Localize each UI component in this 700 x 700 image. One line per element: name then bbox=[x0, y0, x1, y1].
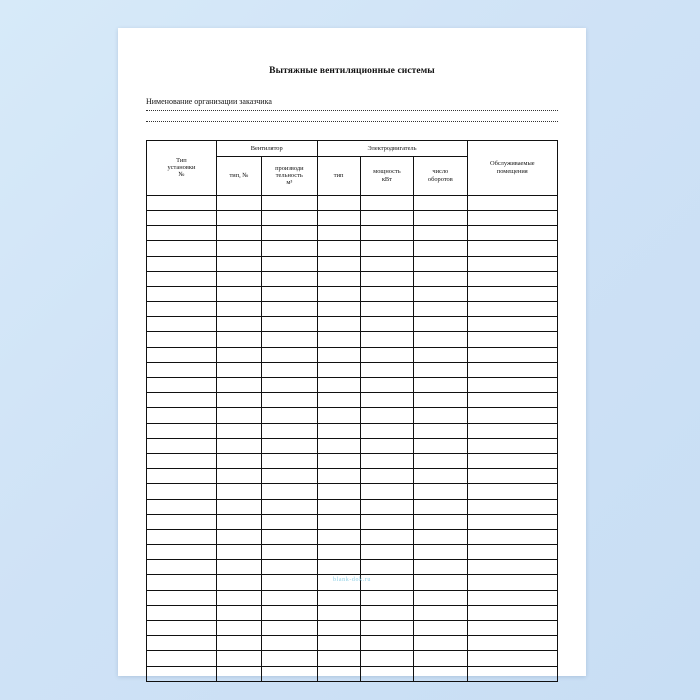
table-cell[interactable] bbox=[147, 499, 217, 514]
table-cell[interactable] bbox=[216, 453, 261, 468]
table-cell[interactable] bbox=[467, 590, 557, 605]
table-row bbox=[147, 378, 558, 393]
table-cell[interactable] bbox=[360, 241, 413, 256]
table-cell[interactable] bbox=[147, 347, 217, 362]
table-row bbox=[147, 195, 558, 210]
table-cell[interactable] bbox=[414, 666, 467, 681]
header-served-rooms: Обслуживаемые помещения bbox=[467, 140, 557, 195]
table-cell[interactable] bbox=[262, 484, 317, 499]
table-cell[interactable] bbox=[216, 378, 261, 393]
vent-systems-table bbox=[146, 140, 558, 682]
table-cell[interactable] bbox=[467, 560, 557, 575]
table-cell[interactable] bbox=[414, 271, 467, 286]
table-cell[interactable] bbox=[262, 453, 317, 468]
table-cell[interactable] bbox=[262, 621, 317, 636]
table-cell[interactable] bbox=[467, 241, 557, 256]
table-cell[interactable] bbox=[467, 226, 557, 241]
table-cell[interactable] bbox=[147, 636, 217, 651]
table-cell[interactable] bbox=[317, 271, 360, 286]
table-cell[interactable] bbox=[262, 666, 317, 681]
table-cell[interactable] bbox=[262, 286, 317, 301]
table-cell[interactable] bbox=[360, 347, 413, 362]
table-cell[interactable] bbox=[147, 210, 217, 225]
table-cell[interactable] bbox=[414, 621, 467, 636]
table-cell[interactable] bbox=[414, 347, 467, 362]
table-cell[interactable] bbox=[216, 621, 261, 636]
table-cell[interactable] bbox=[147, 393, 217, 408]
table-cell[interactable] bbox=[360, 469, 413, 484]
table-cell[interactable] bbox=[147, 666, 217, 681]
header-group-fan: Вентилятор bbox=[216, 140, 317, 156]
table-cell[interactable] bbox=[262, 195, 317, 210]
table-cell[interactable] bbox=[360, 651, 413, 666]
table-cell[interactable] bbox=[414, 651, 467, 666]
table-cell[interactable] bbox=[317, 302, 360, 317]
table-cell[interactable] bbox=[360, 484, 413, 499]
table-cell[interactable] bbox=[360, 499, 413, 514]
table-cell[interactable] bbox=[147, 469, 217, 484]
table-cell[interactable] bbox=[317, 651, 360, 666]
table-cell[interactable] bbox=[317, 621, 360, 636]
table-cell[interactable] bbox=[262, 636, 317, 651]
table-cell[interactable] bbox=[317, 317, 360, 332]
table-cell[interactable] bbox=[147, 484, 217, 499]
table-cell[interactable] bbox=[360, 302, 413, 317]
table-row bbox=[147, 271, 558, 286]
table-cell[interactable] bbox=[360, 438, 413, 453]
table-cell[interactable] bbox=[262, 378, 317, 393]
table-cell[interactable] bbox=[360, 393, 413, 408]
table-cell[interactable] bbox=[147, 408, 217, 423]
table-row bbox=[147, 332, 558, 347]
table-cell[interactable] bbox=[262, 210, 317, 225]
table-cell[interactable] bbox=[414, 575, 467, 590]
table-cell[interactable] bbox=[317, 560, 360, 575]
table-row bbox=[147, 621, 558, 636]
table-cell[interactable] bbox=[414, 636, 467, 651]
table-row bbox=[147, 636, 558, 651]
table-row bbox=[147, 484, 558, 499]
table-cell[interactable] bbox=[147, 545, 217, 560]
table-cell[interactable] bbox=[467, 438, 557, 453]
table-cell[interactable] bbox=[467, 499, 557, 514]
table-container bbox=[118, 122, 586, 682]
table-cell[interactable] bbox=[147, 241, 217, 256]
table-row bbox=[147, 408, 558, 423]
table-cell[interactable] bbox=[216, 651, 261, 666]
table-cell[interactable] bbox=[216, 362, 261, 377]
table-cell[interactable] bbox=[414, 241, 467, 256]
table-row bbox=[147, 545, 558, 560]
table-cell[interactable] bbox=[414, 378, 467, 393]
table-cell[interactable] bbox=[147, 575, 217, 590]
table-cell[interactable] bbox=[360, 605, 413, 620]
table-cell[interactable] bbox=[467, 408, 557, 423]
table-cell[interactable] bbox=[414, 226, 467, 241]
document-page bbox=[118, 28, 586, 676]
table-cell[interactable] bbox=[216, 393, 261, 408]
table-cell[interactable] bbox=[414, 469, 467, 484]
table-row bbox=[147, 347, 558, 362]
table-cell[interactable] bbox=[147, 453, 217, 468]
table-cell[interactable] bbox=[262, 545, 317, 560]
table-cell[interactable] bbox=[360, 590, 413, 605]
table-cell[interactable] bbox=[414, 332, 467, 347]
table-row bbox=[147, 651, 558, 666]
table-cell[interactable] bbox=[216, 545, 261, 560]
table-cell[interactable] bbox=[467, 302, 557, 317]
table-cell[interactable] bbox=[414, 605, 467, 620]
table-row bbox=[147, 210, 558, 225]
table-cell[interactable] bbox=[467, 545, 557, 560]
table-head bbox=[147, 140, 558, 195]
table-cell[interactable] bbox=[262, 575, 317, 590]
table-cell[interactable] bbox=[414, 514, 467, 529]
table-row bbox=[147, 256, 558, 271]
table-cell[interactable] bbox=[317, 408, 360, 423]
table-cell[interactable] bbox=[317, 332, 360, 347]
table-cell[interactable] bbox=[414, 210, 467, 225]
table-cell[interactable] bbox=[360, 560, 413, 575]
table-cell[interactable] bbox=[147, 621, 217, 636]
table-row bbox=[147, 423, 558, 438]
table-cell[interactable] bbox=[467, 195, 557, 210]
table-cell[interactable] bbox=[216, 332, 261, 347]
table-cell[interactable] bbox=[317, 210, 360, 225]
table-cell[interactable] bbox=[360, 195, 413, 210]
header-motor-power: мощность кВт bbox=[360, 156, 413, 195]
table-cell[interactable] bbox=[216, 560, 261, 575]
table-cell[interactable] bbox=[467, 453, 557, 468]
table-cell[interactable] bbox=[317, 453, 360, 468]
table-cell[interactable] bbox=[360, 666, 413, 681]
table-cell[interactable] bbox=[262, 347, 317, 362]
table-cell[interactable] bbox=[360, 408, 413, 423]
table-cell[interactable] bbox=[467, 423, 557, 438]
table-cell[interactable] bbox=[216, 438, 261, 453]
table-cell[interactable] bbox=[360, 256, 413, 271]
table-cell[interactable] bbox=[467, 378, 557, 393]
table-cell[interactable] bbox=[467, 332, 557, 347]
table-cell[interactable] bbox=[317, 226, 360, 241]
table-cell[interactable] bbox=[414, 560, 467, 575]
table-cell[interactable] bbox=[147, 438, 217, 453]
table-row bbox=[147, 514, 558, 529]
table-cell[interactable] bbox=[360, 271, 413, 286]
table-cell[interactable] bbox=[147, 195, 217, 210]
table-cell[interactable] bbox=[262, 241, 317, 256]
table-cell[interactable] bbox=[147, 226, 217, 241]
table-cell[interactable] bbox=[467, 514, 557, 529]
table-cell[interactable] bbox=[262, 302, 317, 317]
header-motor-rpm: число оборотов bbox=[414, 156, 467, 195]
table-cell[interactable] bbox=[216, 499, 261, 514]
table-cell[interactable] bbox=[216, 529, 261, 544]
organization-label: Нименование организации заказчика bbox=[146, 97, 272, 106]
table-cell[interactable] bbox=[414, 317, 467, 332]
table-cell[interactable] bbox=[262, 514, 317, 529]
table-cell[interactable] bbox=[317, 362, 360, 377]
table-cell[interactable] bbox=[317, 575, 360, 590]
table-cell[interactable] bbox=[262, 438, 317, 453]
table-cell[interactable] bbox=[317, 636, 360, 651]
table-cell[interactable] bbox=[147, 256, 217, 271]
table-row bbox=[147, 575, 558, 590]
page-title: Вытяжные вентиляционные системы bbox=[269, 66, 435, 76]
table-cell[interactable] bbox=[216, 605, 261, 620]
table-cell[interactable] bbox=[360, 378, 413, 393]
table-cell[interactable] bbox=[216, 423, 261, 438]
table-cell[interactable] bbox=[262, 499, 317, 514]
table-cell[interactable] bbox=[147, 651, 217, 666]
table-cell[interactable] bbox=[317, 605, 360, 620]
table-cell[interactable] bbox=[317, 393, 360, 408]
table-cell[interactable] bbox=[360, 514, 413, 529]
table-cell[interactable] bbox=[467, 469, 557, 484]
table-cell[interactable] bbox=[216, 347, 261, 362]
table-cell[interactable] bbox=[262, 256, 317, 271]
table-cell[interactable] bbox=[317, 195, 360, 210]
table-cell[interactable] bbox=[360, 529, 413, 544]
table-cell[interactable] bbox=[360, 226, 413, 241]
table-cell[interactable] bbox=[216, 302, 261, 317]
organization-fill-line-1[interactable] bbox=[146, 109, 558, 111]
table-cell[interactable] bbox=[262, 408, 317, 423]
table-cell[interactable] bbox=[414, 499, 467, 514]
table-cell[interactable] bbox=[216, 575, 261, 590]
table-cell[interactable] bbox=[262, 469, 317, 484]
table-cell[interactable] bbox=[317, 423, 360, 438]
table-cell[interactable] bbox=[467, 575, 557, 590]
table-row bbox=[147, 605, 558, 620]
table-row bbox=[147, 302, 558, 317]
table-cell[interactable] bbox=[262, 332, 317, 347]
table-cell[interactable] bbox=[414, 590, 467, 605]
table-cell[interactable] bbox=[414, 423, 467, 438]
table-cell[interactable] bbox=[216, 317, 261, 332]
table-cell[interactable] bbox=[262, 605, 317, 620]
table-cell[interactable] bbox=[317, 499, 360, 514]
watermark: blank-dok.ru bbox=[332, 577, 372, 583]
table-row bbox=[147, 362, 558, 377]
table-cell[interactable] bbox=[147, 332, 217, 347]
table-row bbox=[147, 226, 558, 241]
table-cell[interactable] bbox=[467, 651, 557, 666]
header-install-type: Тип установки № bbox=[147, 140, 217, 195]
table-cell[interactable] bbox=[216, 256, 261, 271]
table-cell[interactable] bbox=[216, 226, 261, 241]
table-row bbox=[147, 317, 558, 332]
table-cell[interactable] bbox=[467, 621, 557, 636]
table-cell[interactable] bbox=[414, 195, 467, 210]
table-cell[interactable] bbox=[216, 636, 261, 651]
header-group-motor: Электродвигатель bbox=[317, 140, 467, 156]
table-cell[interactable] bbox=[317, 484, 360, 499]
table-cell[interactable] bbox=[147, 362, 217, 377]
table-cell[interactable] bbox=[317, 347, 360, 362]
table-cell[interactable] bbox=[414, 545, 467, 560]
table-cell[interactable] bbox=[147, 271, 217, 286]
table-cell[interactable] bbox=[216, 241, 261, 256]
header-fan-capacity: производи тельность м³ bbox=[262, 156, 317, 195]
table-row bbox=[147, 560, 558, 575]
table-cell[interactable] bbox=[360, 636, 413, 651]
table-cell[interactable] bbox=[147, 423, 217, 438]
header-fan-type-no: тип, № bbox=[216, 156, 261, 195]
table-cell[interactable] bbox=[360, 621, 413, 636]
table-cell[interactable] bbox=[317, 378, 360, 393]
table-cell[interactable] bbox=[147, 378, 217, 393]
table-row bbox=[147, 469, 558, 484]
table-cell[interactable] bbox=[360, 453, 413, 468]
table-cell[interactable] bbox=[360, 286, 413, 301]
header-motor-type: тип bbox=[317, 156, 360, 195]
table-cell[interactable] bbox=[216, 590, 261, 605]
table-cell[interactable] bbox=[262, 362, 317, 377]
table-cell[interactable] bbox=[467, 286, 557, 301]
table-body bbox=[147, 195, 558, 681]
table-cell[interactable] bbox=[317, 545, 360, 560]
organization-block bbox=[118, 76, 586, 122]
table-cell[interactable] bbox=[467, 347, 557, 362]
table-cell[interactable] bbox=[317, 241, 360, 256]
table-cell[interactable] bbox=[467, 636, 557, 651]
table-cell[interactable] bbox=[414, 393, 467, 408]
table-cell[interactable] bbox=[147, 590, 217, 605]
table-cell[interactable] bbox=[360, 362, 413, 377]
table-cell[interactable] bbox=[262, 529, 317, 544]
table-cell[interactable] bbox=[216, 408, 261, 423]
table-row bbox=[147, 393, 558, 408]
table-cell[interactable] bbox=[147, 317, 217, 332]
table-cell[interactable] bbox=[262, 560, 317, 575]
table-row bbox=[147, 241, 558, 256]
table-cell[interactable] bbox=[216, 666, 261, 681]
table-row bbox=[147, 453, 558, 468]
table-cell[interactable] bbox=[147, 529, 217, 544]
table-cell[interactable] bbox=[360, 575, 413, 590]
table-cell[interactable] bbox=[147, 560, 217, 575]
table-cell[interactable] bbox=[317, 529, 360, 544]
table-cell[interactable] bbox=[317, 590, 360, 605]
table-cell[interactable] bbox=[147, 302, 217, 317]
table-cell[interactable] bbox=[216, 271, 261, 286]
table-cell[interactable] bbox=[467, 362, 557, 377]
table-cell[interactable] bbox=[262, 226, 317, 241]
table-cell[interactable] bbox=[467, 666, 557, 681]
table-cell[interactable] bbox=[360, 317, 413, 332]
table-cell[interactable] bbox=[467, 393, 557, 408]
table-cell[interactable] bbox=[467, 210, 557, 225]
table-row bbox=[147, 286, 558, 301]
table-cell[interactable] bbox=[147, 605, 217, 620]
table-cell[interactable] bbox=[216, 195, 261, 210]
table-cell[interactable] bbox=[414, 438, 467, 453]
table-cell[interactable] bbox=[467, 256, 557, 271]
table-cell[interactable] bbox=[360, 423, 413, 438]
table-cell[interactable] bbox=[262, 317, 317, 332]
table-cell[interactable] bbox=[262, 271, 317, 286]
table-cell[interactable] bbox=[262, 393, 317, 408]
table-cell[interactable] bbox=[317, 256, 360, 271]
table-cell[interactable] bbox=[147, 514, 217, 529]
table-cell[interactable] bbox=[414, 256, 467, 271]
table-row bbox=[147, 666, 558, 681]
table-cell[interactable] bbox=[360, 210, 413, 225]
table-group-header-row bbox=[147, 140, 558, 156]
table-cell[interactable] bbox=[414, 484, 467, 499]
table-cell[interactable] bbox=[216, 514, 261, 529]
table-cell[interactable] bbox=[317, 514, 360, 529]
table-cell[interactable] bbox=[414, 302, 467, 317]
table-cell[interactable] bbox=[147, 286, 217, 301]
table-cell[interactable] bbox=[317, 469, 360, 484]
table-row bbox=[147, 499, 558, 514]
table-cell[interactable] bbox=[262, 651, 317, 666]
table-cell[interactable] bbox=[317, 286, 360, 301]
table-cell[interactable] bbox=[414, 286, 467, 301]
table-cell[interactable] bbox=[467, 605, 557, 620]
table-cell[interactable] bbox=[467, 484, 557, 499]
table-cell[interactable] bbox=[317, 666, 360, 681]
table-cell[interactable] bbox=[262, 590, 317, 605]
table-cell[interactable] bbox=[360, 545, 413, 560]
table-cell[interactable] bbox=[262, 423, 317, 438]
table-cell[interactable] bbox=[467, 529, 557, 544]
table-cell[interactable] bbox=[216, 484, 261, 499]
table-cell[interactable] bbox=[414, 408, 467, 423]
table-cell[interactable] bbox=[317, 438, 360, 453]
table-cell[interactable] bbox=[467, 317, 557, 332]
table-cell[interactable] bbox=[216, 286, 261, 301]
table-cell[interactable] bbox=[216, 210, 261, 225]
table-cell[interactable] bbox=[467, 271, 557, 286]
table-cell[interactable] bbox=[360, 332, 413, 347]
table-cell[interactable] bbox=[414, 529, 467, 544]
table-row bbox=[147, 590, 558, 605]
table-row bbox=[147, 438, 558, 453]
table-cell[interactable] bbox=[216, 469, 261, 484]
table-cell[interactable] bbox=[414, 453, 467, 468]
table-row bbox=[147, 529, 558, 544]
table-cell[interactable] bbox=[414, 362, 467, 377]
